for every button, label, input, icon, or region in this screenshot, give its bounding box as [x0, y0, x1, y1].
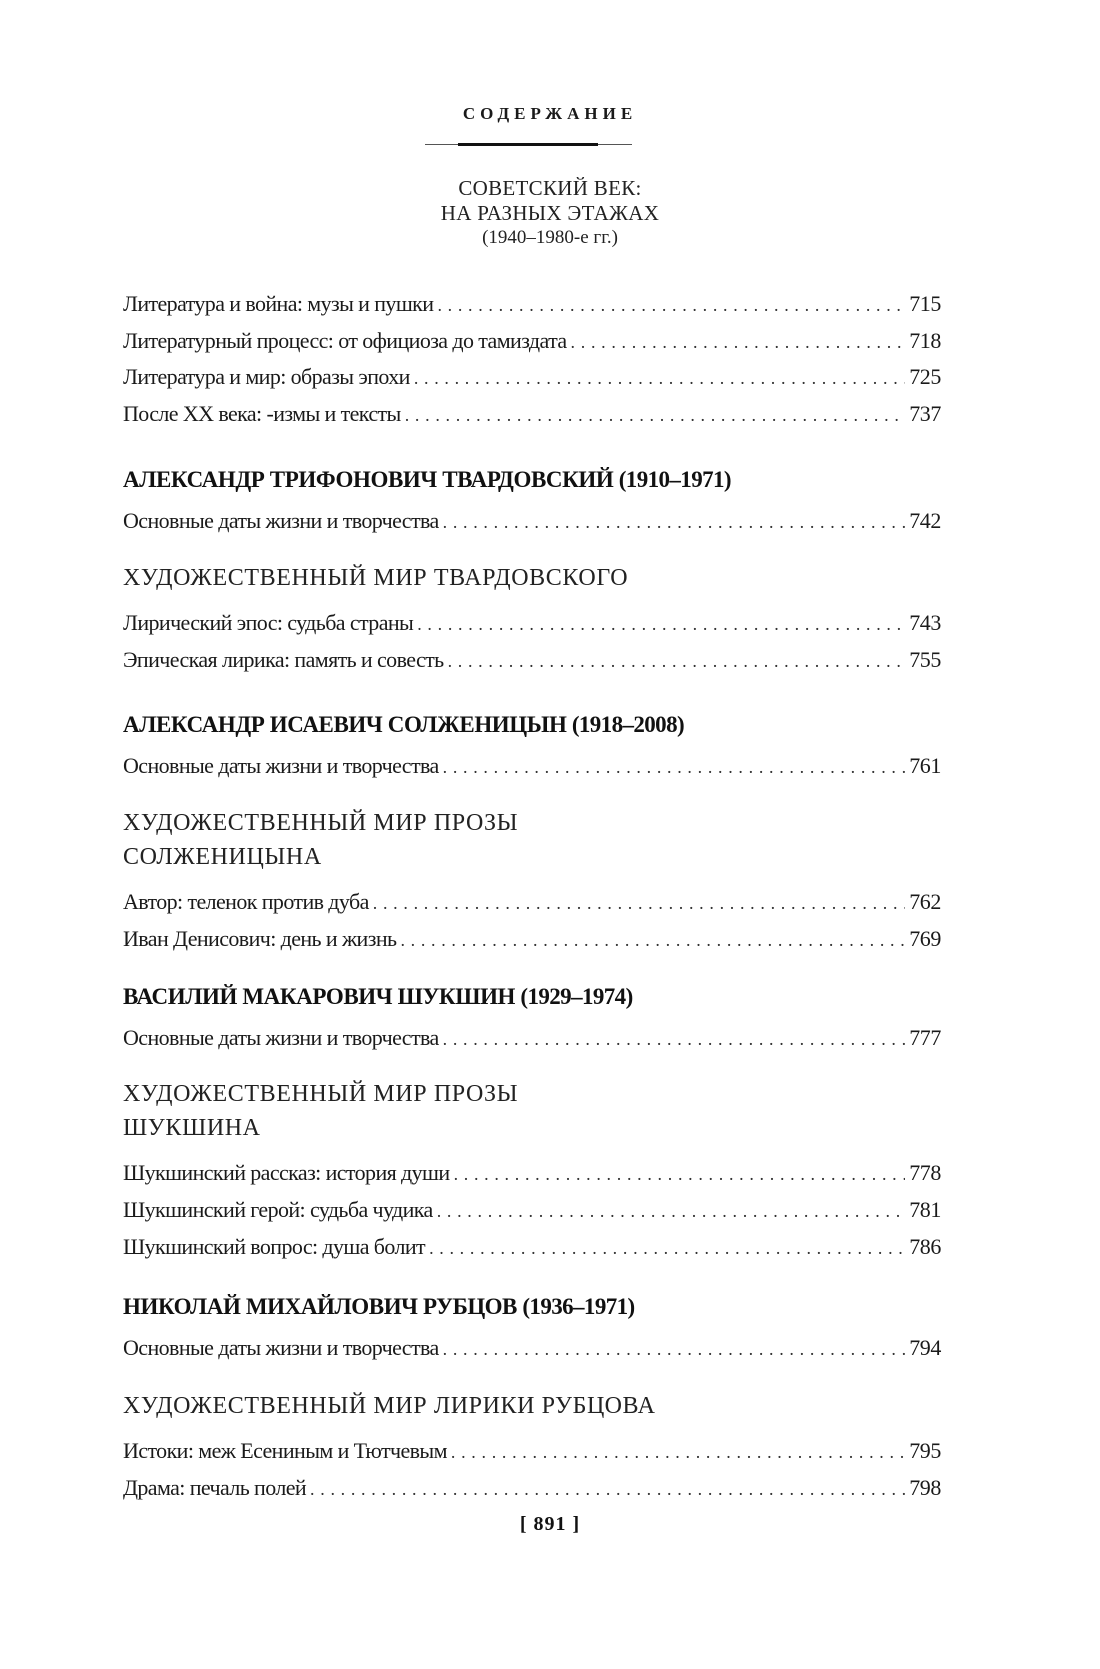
author-name: НИКОЛАЙ МИХАЙЛОВИЧ РУБЦОВ [123, 1294, 517, 1319]
toc-entry[interactable] [123, 887, 941, 917]
toc-entry-page: 795 [909, 1438, 941, 1463]
dot-leader [437, 1196, 905, 1226]
dot-leader [414, 363, 905, 393]
toc-entry[interactable] [123, 326, 941, 356]
section-heading-line-2: ШУКШИНА [123, 1115, 261, 1141]
author-name: АЛЕКСАНДР ТРИФОНОВИЧ ТВАРДОВСКИЙ [123, 467, 614, 492]
toc-entry-page: 715 [909, 291, 941, 316]
author-years: (1936–1971) [522, 1294, 635, 1319]
toc-entry[interactable] [123, 645, 941, 675]
author-heading[interactable] [123, 1292, 635, 1322]
author-years: (1918–2008) [571, 712, 685, 737]
toc-entry-title: Литература и мир: образы эпохи [123, 364, 410, 389]
toc-entry[interactable] [123, 362, 941, 392]
toc-entry[interactable] [123, 1195, 941, 1225]
toc-entry-title: Шукшинский вопрос: душа болит [123, 1234, 426, 1259]
author-heading[interactable] [123, 465, 731, 495]
toc-entry[interactable] [123, 1023, 941, 1053]
dot-leader [400, 925, 905, 955]
toc-entry[interactable] [123, 506, 941, 536]
toc-entry-title: Драма: печаль полей [123, 1475, 307, 1500]
dot-leader [443, 1024, 906, 1054]
section-heading-line-2: СОЛЖЕНИЦЫНА [123, 844, 322, 870]
toc-entry[interactable] [123, 1473, 941, 1503]
toc-entry-title: Эпическая лирика: память и совесть [123, 647, 444, 672]
toc-entry-page: 786 [909, 1234, 941, 1259]
dot-leader [448, 646, 906, 676]
author-name: АЛЕКСАНДР ИСАЕВИЧ СОЛЖЕНИЦЫН [123, 712, 567, 737]
toc-entry-title: Основные даты жизни и творчества [123, 1025, 439, 1050]
toc-entry[interactable] [123, 751, 941, 781]
section-heading: ХУДОЖЕСТВЕННЫЙ МИР ПРОЗЫ [123, 810, 519, 836]
author-years: (1910–1971) [618, 467, 731, 492]
toc-entry-title: Лирический эпос: судьба страны [123, 610, 414, 635]
toc-entry-page: 725 [909, 364, 941, 389]
part-title-line-2: НА РАЗНЫХ ЭТАЖАХ [440, 201, 660, 225]
author-heading[interactable] [123, 710, 684, 740]
dot-leader [437, 290, 905, 320]
dot-leader [417, 609, 905, 639]
toc-entry-title: Основные даты жизни и творчества [123, 753, 439, 778]
toc-entry-page: 781 [909, 1197, 941, 1222]
toc-entry-title: После XX века: -измы и тексты [123, 401, 401, 426]
toc-entry[interactable] [123, 1436, 941, 1466]
toc-entry-page: 794 [909, 1335, 941, 1360]
toc-entry-title: Литературный процесс: от официоза до тамиздата [123, 328, 567, 353]
author-heading[interactable] [123, 982, 633, 1012]
toc-entry-page: 769 [909, 926, 941, 951]
toc-entry[interactable] [123, 1232, 941, 1262]
toc-entry-page: 743 [909, 610, 941, 635]
dot-leader [571, 327, 906, 357]
dot-leader [310, 1474, 905, 1504]
part-dates: (1940–1980-е гг.) [482, 227, 618, 248]
toc-entry-page: 777 [909, 1025, 941, 1050]
toc-entry[interactable] [123, 399, 941, 429]
toc-entry[interactable] [123, 289, 941, 319]
section-heading: ХУДОЖЕСТВЕННЫЙ МИР ТВАРДОВСКОГО [123, 565, 629, 591]
toc-entry[interactable] [123, 1158, 941, 1188]
toc-entry-page: 778 [909, 1160, 941, 1185]
header-rule-thick [458, 143, 598, 146]
toc-entry-page: 755 [909, 647, 941, 672]
toc-entry-title: Шукшинский рассказ: история души [123, 1160, 450, 1185]
dot-leader [429, 1233, 905, 1263]
dot-leader [443, 752, 906, 782]
page-number: [ 891 ] [519, 1513, 581, 1535]
toc-entry-page: 761 [909, 753, 941, 778]
dot-leader [451, 1437, 905, 1467]
toc-entry[interactable] [123, 924, 941, 954]
toc-entry-page: 737 [909, 401, 941, 426]
toc-entry-page: 798 [909, 1475, 941, 1500]
toc-entry-title: Истоки: меж Есениным и Тютчевым [123, 1438, 447, 1463]
section-heading: ХУДОЖЕСТВЕННЫЙ МИР ПРОЗЫ [123, 1081, 519, 1107]
toc-entry-page: 718 [909, 328, 941, 353]
toc-entry[interactable] [123, 1333, 941, 1363]
dot-leader [443, 507, 906, 537]
toc-entry-title: Автор: теленок против дуба [123, 889, 369, 914]
toc-entry-page: 742 [909, 508, 941, 533]
author-years: (1929–1974) [520, 984, 633, 1009]
section-heading: ХУДОЖЕСТВЕННЫЙ МИР ЛИРИКИ РУБЦОВА [123, 1393, 656, 1419]
toc-entry-title: Основные даты жизни и творчества [123, 508, 439, 533]
toc-entry-page: 762 [909, 889, 941, 914]
dot-leader [405, 400, 905, 430]
running-head: СОДЕРЖАНИЕ [462, 104, 638, 123]
dot-leader [443, 1334, 906, 1364]
dot-leader [373, 888, 905, 918]
toc-entry-title: Иван Денисович: день и жизнь [123, 926, 397, 951]
toc-entry[interactable] [123, 608, 941, 638]
toc-entry-title: Основные даты жизни и творчества [123, 1335, 439, 1360]
part-title-line-1: СОВЕТСКИЙ ВЕК: [458, 176, 642, 200]
toc-entry-title: Шукшинский герой: судьба чудика [123, 1197, 433, 1222]
dot-leader [454, 1159, 906, 1189]
author-name: ВАСИЛИЙ МАКАРОВИЧ ШУКШИН [123, 984, 516, 1009]
toc-entry-title: Литература и война: музы и пушки [123, 291, 434, 316]
